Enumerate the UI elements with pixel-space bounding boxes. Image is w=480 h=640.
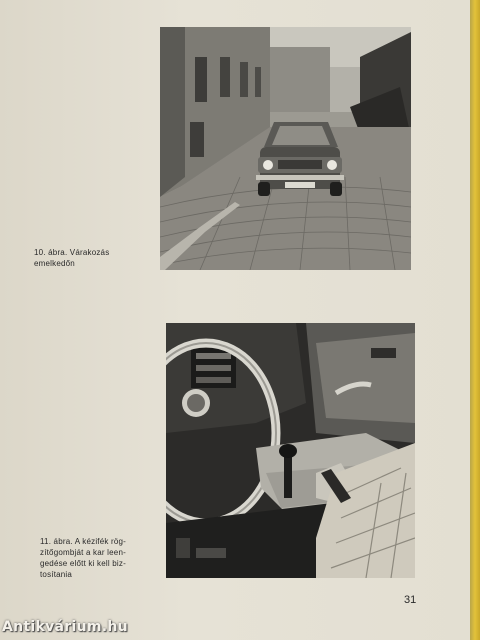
caption-line: gedése előtt ki kell biz- — [40, 559, 126, 568]
book-page-edge — [470, 0, 480, 640]
figure-11-photo — [166, 323, 415, 578]
caption-line: zítőgombját a kar leen- — [40, 548, 126, 557]
watermark-logo: Antikvárium.hu — [2, 619, 128, 635]
figure-10-caption — [34, 247, 154, 269]
figure-11-caption — [40, 536, 160, 580]
caption-line: emelkedőn — [34, 259, 75, 268]
figure-10-photo — [160, 27, 411, 270]
page-number: 31 — [404, 594, 417, 606]
caption-line: tosítania — [40, 570, 73, 579]
caption-line: 11. ábra. A kézifék rög- — [40, 537, 127, 546]
caption-line: 10. ábra. Várakozás — [34, 248, 110, 257]
